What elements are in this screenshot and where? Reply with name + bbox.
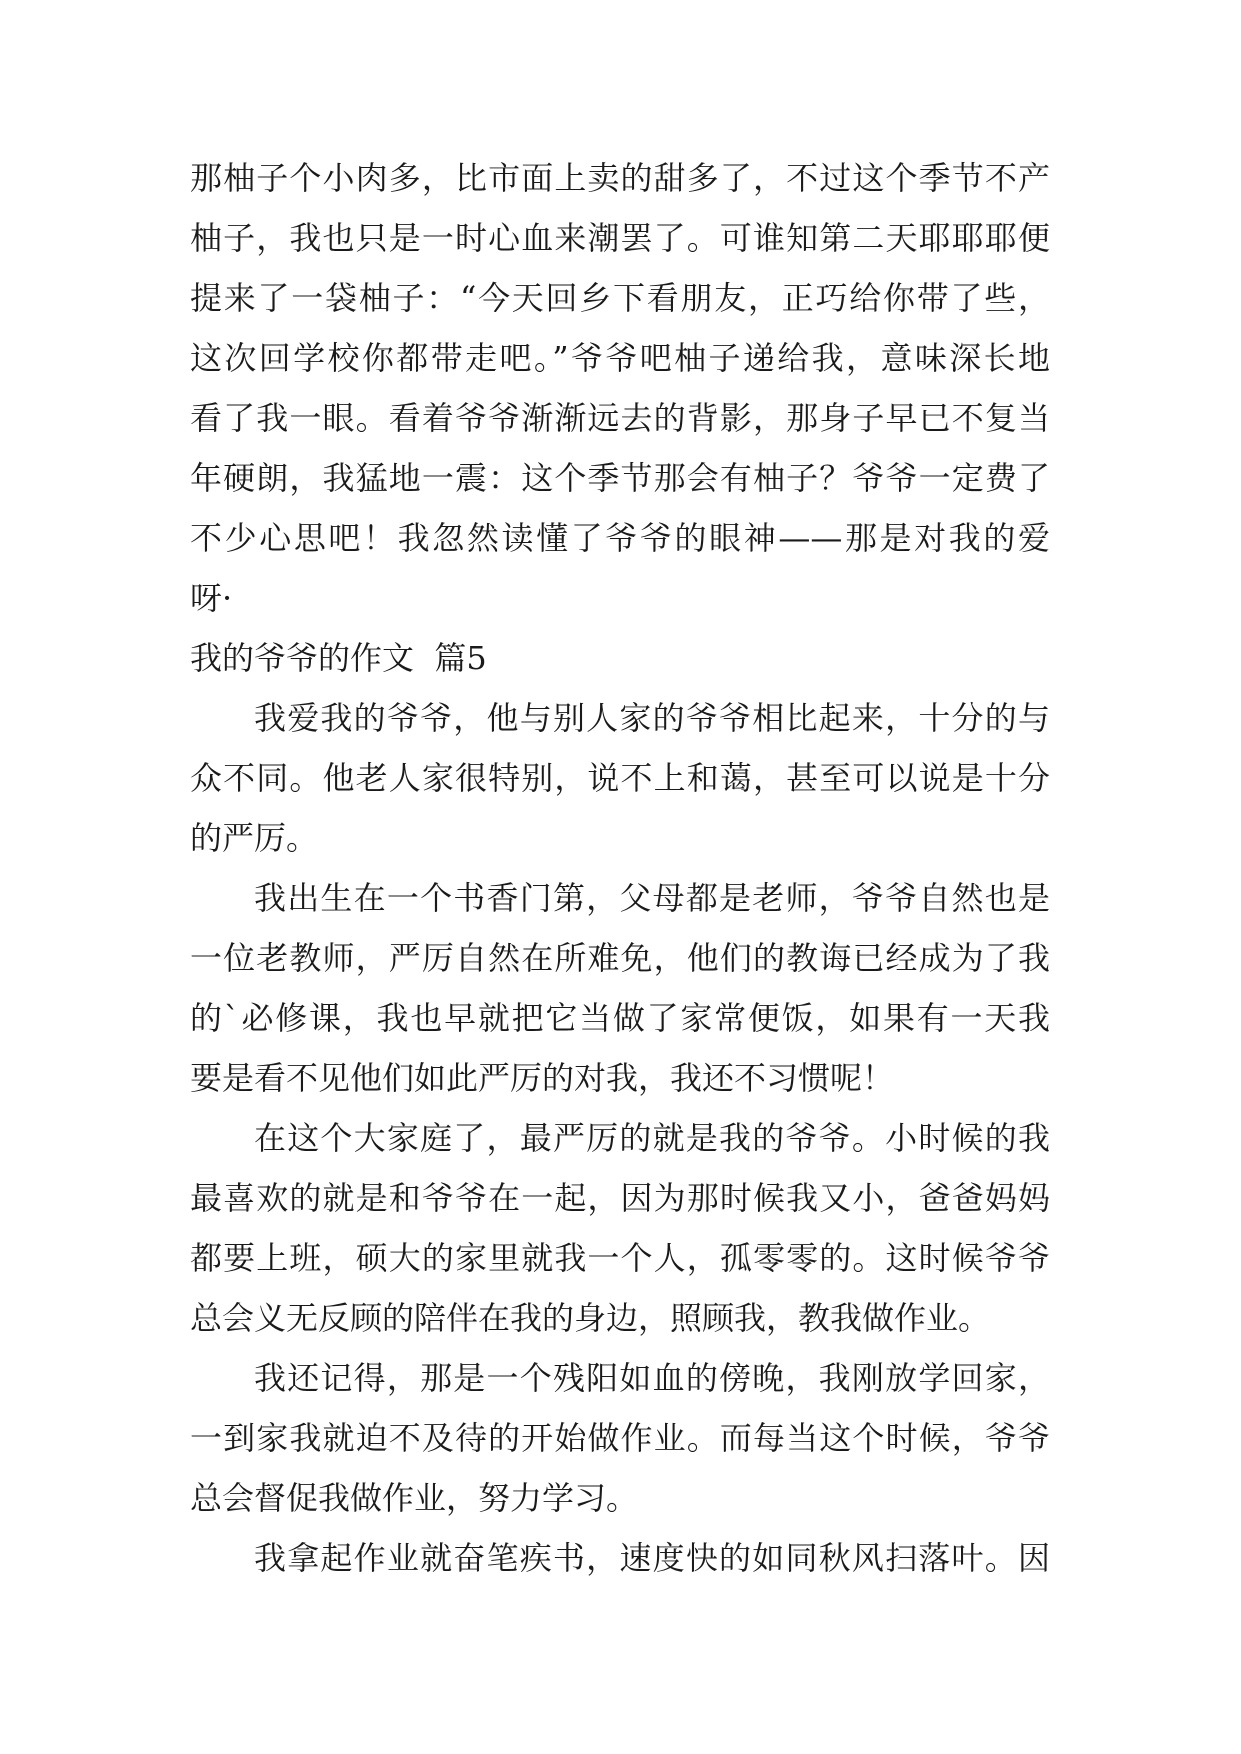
text-line: 最喜欢的就是和爷爷在一起，因为那时候我又小，爸爸妈妈: [190, 1179, 1050, 1217]
text-line: 提来了一袋柚子：“今天回乡下看朋友，正巧给你带了些，: [190, 279, 1050, 317]
paragraph-first-line: 在这个大家庭了，最严厉的就是我的爷爷。小时候的我: [254, 1119, 1050, 1157]
text-line: 柚子，我也只是一时心血来潮罢了。可谁知第二天耶耶耶便: [190, 219, 1050, 257]
text-line: 这次回学校你都带走吧。”爷爷吧柚子递给我，意味深长地: [190, 339, 1050, 377]
text-line: 总会义无反顾的陪伴在我的身边，照顾我，教我做作业。: [190, 1299, 991, 1337]
text-line: 的`必修课，我也早就把它当做了家常便饭，如果有一天我: [190, 999, 1050, 1037]
paragraph-first-line: 我还记得，那是一个残阳如血的傍晚，我刚放学回家，: [254, 1359, 1050, 1397]
text-line: 要是看不见他们如此严厉的对我，我还不习惯呢！: [190, 1059, 895, 1097]
text-line: 总会督促我做作业，努力学习。: [190, 1479, 639, 1517]
text-line: 呀·: [190, 579, 233, 617]
text-line: 都要上班，硕大的家里就我一个人，孤零零的。这时候爷爷: [190, 1239, 1050, 1277]
paragraph-first-line: 我拿起作业就奋笔疾书，速度快的如同秋风扫落叶。因: [254, 1539, 1050, 1577]
paragraph-first-line: 我爱我的爷爷，他与别人家的爷爷相比起来，十分的与: [254, 699, 1050, 737]
text-line: 一位老教师，严厉自然在所难免，他们的教诲已经成为了我: [190, 939, 1050, 977]
text-line: 众不同。他老人家很特别，说不上和蔼，甚至可以说是十分: [190, 759, 1050, 797]
section-heading: 我的爷爷的作文 篇5: [190, 639, 487, 677]
text-line: 看了我一眼。看着爷爷渐渐远去的背影，那身子早已不复当: [190, 399, 1050, 437]
text-line: 的严厉。: [190, 819, 319, 857]
text-line: 那柚子个小肉多，比市面上卖的甜多了，不过这个季节不产: [190, 159, 1050, 197]
text-line: 年硬朗，我猛地一震：这个季节那会有柚子？爷爷一定费了: [190, 459, 1050, 497]
text-line: 不少心思吧！我忽然读懂了爷爷的眼神——那是对我的爱: [190, 519, 1050, 557]
text-line: 一到家我就迫不及待的开始做作业。而每当这个时候，爷爷: [190, 1419, 1050, 1457]
paragraph-first-line: 我出生在一个书香门第，父母都是老师，爷爷自然也是: [254, 879, 1050, 917]
